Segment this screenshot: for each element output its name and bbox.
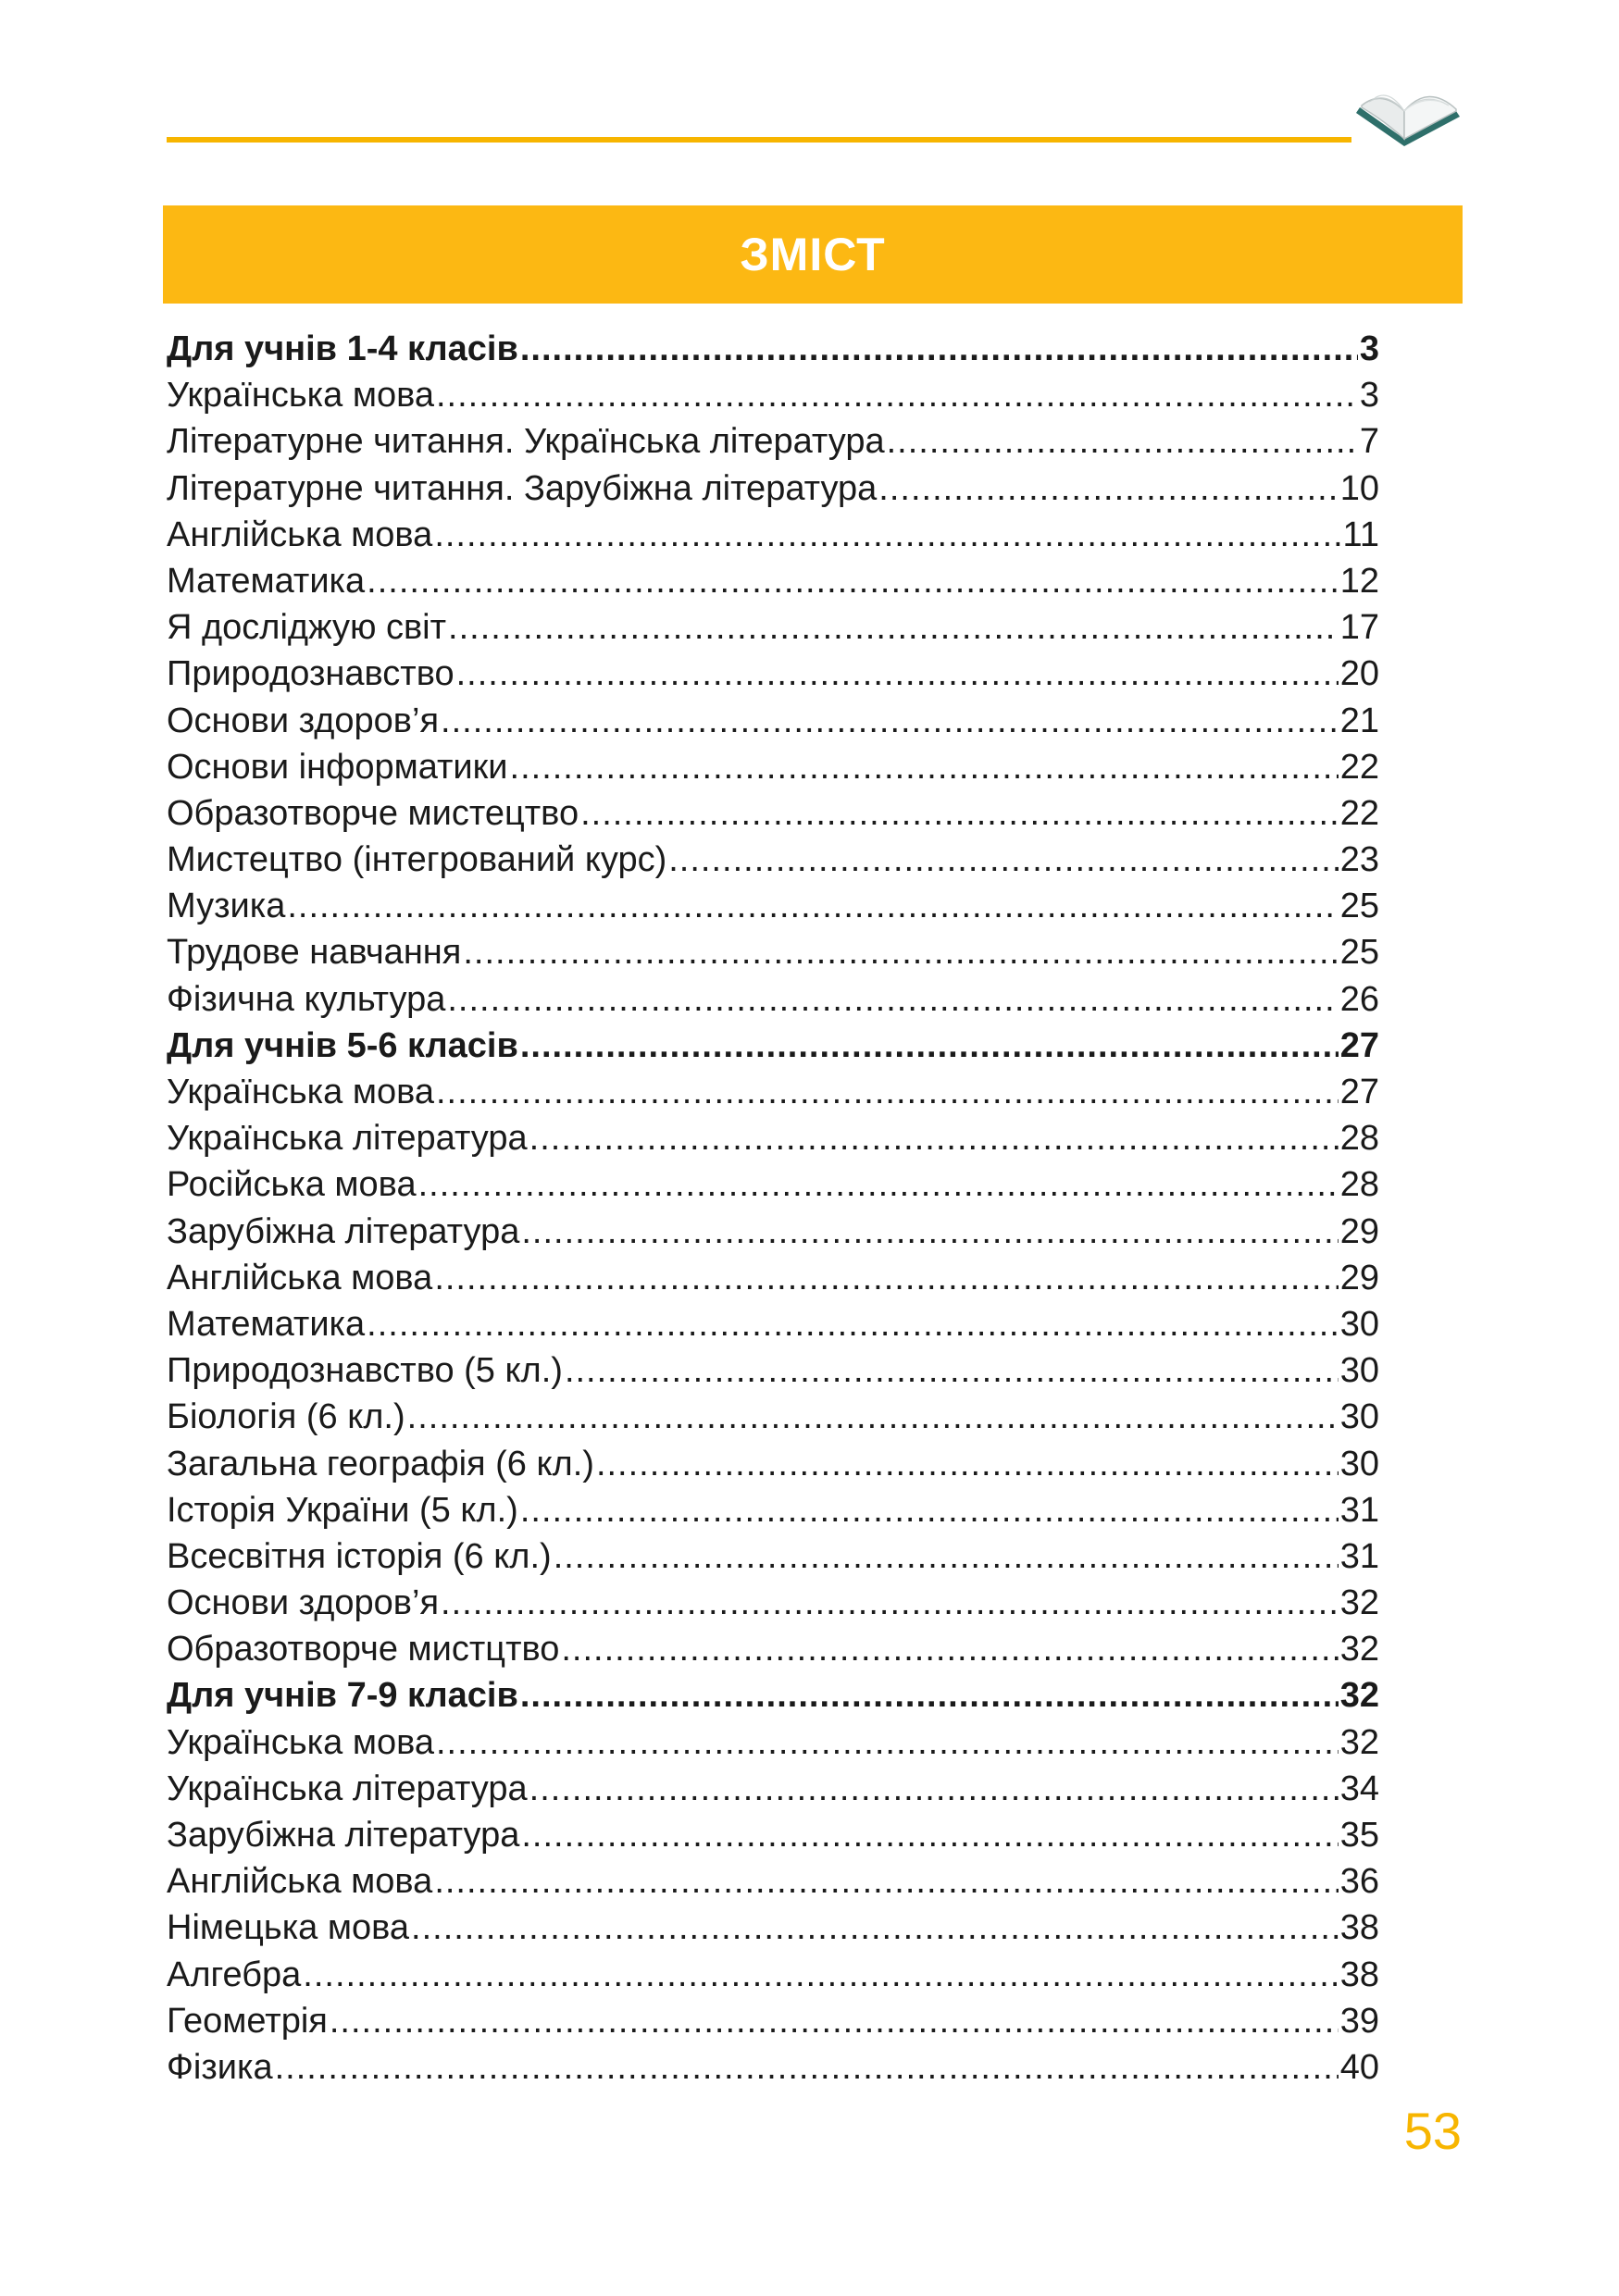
toc-section-heading: [167, 326, 1379, 372]
dot-leader: [434, 1858, 1338, 1905]
dot-leader: [520, 1023, 1339, 1069]
dot-leader: [434, 1255, 1338, 1301]
toc-entry: [167, 372, 1379, 418]
toc-entry-page: 30: [1339, 1444, 1379, 1483]
toc-entry-page: 40: [1339, 2047, 1379, 2087]
toc-entry-page: 31: [1339, 1490, 1379, 1530]
toc-entry-label: Англійська мова: [167, 515, 433, 554]
toc-entry-label: Англійська мова: [167, 1862, 433, 1902]
title-band: [163, 205, 1463, 304]
toc-entry-label: Біологія (6 кл.): [167, 1397, 405, 1437]
toc-entry: [167, 744, 1379, 790]
toc-entry-page: 38: [1339, 1955, 1379, 1994]
dot-leader: [521, 1209, 1338, 1255]
dot-leader: [580, 790, 1339, 837]
toc-entry: [167, 1812, 1379, 1858]
toc-entry-label: Основи здоров’я: [167, 1583, 440, 1623]
toc-entry-label: Всесвітня історія (6 кл.): [167, 1536, 552, 1576]
dot-leader: [668, 837, 1338, 883]
toc-entry-page: 17: [1339, 608, 1379, 648]
dot-leader: [878, 465, 1338, 512]
toc-entry: [167, 512, 1379, 558]
toc-entry-page: 22: [1339, 747, 1379, 787]
toc-entry: [167, 651, 1379, 697]
toc-entry-page: 32: [1339, 1583, 1379, 1623]
toc-entry: [167, 1115, 1379, 1161]
toc-entry: [167, 1347, 1379, 1394]
toc-entry-label: Фізика: [167, 2047, 273, 2087]
toc-entry-page: 25: [1339, 887, 1379, 926]
toc-entry: [167, 1580, 1379, 1626]
dot-leader: [521, 1812, 1338, 1858]
toc-entry-label: Загальна географія (6 кл.): [167, 1444, 594, 1483]
toc-entry: [167, 1441, 1379, 1487]
toc-entry: [167, 698, 1379, 744]
dot-leader: [367, 1301, 1339, 1347]
toc-entry-page: 32: [1339, 1630, 1379, 1669]
toc-entry: [167, 1209, 1379, 1255]
toc-entry-page: 27: [1339, 1025, 1379, 1065]
toc-entry-label: Історія України (5 кл.): [167, 1490, 518, 1530]
toc-entry-page: 30: [1339, 1304, 1379, 1344]
dot-leader: [441, 1580, 1339, 1626]
dot-leader: [596, 1441, 1339, 1487]
toc-entry-page: 32: [1339, 1676, 1379, 1716]
toc-entry: [167, 1301, 1379, 1347]
toc-entry: [167, 790, 1379, 837]
dot-leader: [554, 1533, 1339, 1580]
dot-leader: [434, 512, 1340, 558]
dot-leader: [407, 1394, 1339, 1440]
dot-leader: [520, 326, 1358, 372]
toc-entry-page: 26: [1339, 979, 1379, 1019]
page-number: 53: [1403, 2102, 1462, 2160]
toc-entry-page: 20: [1339, 654, 1379, 694]
toc-entry-page: 32: [1339, 1722, 1379, 1762]
toc-entry-label: Геометрія: [167, 2001, 328, 2041]
toc-entry-page: 28: [1339, 1165, 1379, 1205]
toc-entry: [167, 465, 1379, 512]
toc-entry-label: Математика: [167, 561, 366, 601]
dot-leader: [303, 1952, 1338, 1998]
dot-leader: [561, 1626, 1338, 1672]
toc-entry: [167, 883, 1379, 929]
toc-entry-label: Українська мова: [167, 1073, 434, 1111]
toc-entry: [167, 929, 1379, 975]
toc-entry-page: 3: [1359, 329, 1379, 368]
toc-entry-page: 34: [1339, 1769, 1379, 1808]
dot-leader: [510, 744, 1339, 790]
toc-entry-page: 7: [1359, 422, 1379, 462]
toc-entry: [167, 1069, 1379, 1115]
toc-entry-page: 29: [1339, 1211, 1379, 1251]
toc-entry-label: Літературне читання. Українська література: [167, 422, 885, 462]
toc-entry: [167, 1719, 1379, 1766]
toc-entry-page: 3: [1359, 376, 1379, 416]
toc-entry: [167, 1394, 1379, 1440]
dot-leader: [436, 1069, 1339, 1115]
toc-entry-label: Зарубіжна література: [167, 1211, 520, 1251]
toc-entry: [167, 1766, 1379, 1812]
toc-entry: [167, 604, 1379, 651]
toc-entry-page: 21: [1339, 701, 1379, 740]
toc-entry-page: 38: [1339, 1908, 1379, 1948]
dot-leader: [411, 1905, 1339, 1951]
toc-entry-page: 35: [1339, 1816, 1379, 1855]
toc-entry-page: 31: [1339, 1536, 1379, 1576]
toc-entry-label: Математика: [167, 1304, 366, 1344]
table-of-contents: [167, 326, 1379, 2091]
toc-section-heading: [167, 1023, 1379, 1069]
dot-leader: [887, 418, 1358, 465]
toc-entry-page: 30: [1339, 1397, 1379, 1437]
toc-entry-label: Літературне читання. Зарубіжна література: [167, 468, 878, 508]
toc-entry-label: Українська мова: [167, 1722, 434, 1762]
toc-entry-page: 36: [1339, 1862, 1379, 1902]
toc-entry-page: 12: [1339, 561, 1379, 601]
toc-entry-page: 25: [1339, 933, 1379, 973]
toc-entry-page: 23: [1339, 840, 1379, 880]
toc-entry-page: 10: [1339, 468, 1379, 508]
toc-entry-label: Для учнів 7-9 класів: [167, 1676, 518, 1716]
dot-leader: [436, 372, 1358, 418]
toc-entry: [167, 1905, 1379, 1951]
toc-entry-label: Англійська мова: [167, 1258, 433, 1297]
toc-entry-label: Музика: [167, 887, 286, 926]
toc-entry-label: Зарубіжна література: [167, 1816, 520, 1855]
toc-entry-label: Природознавство (5 кл.): [167, 1351, 563, 1391]
toc-entry-page: 11: [1342, 515, 1379, 554]
toc-entry-label: Фізична культура: [167, 979, 446, 1019]
toc-entry-page: 22: [1339, 793, 1379, 833]
toc-entry-label: Для учнів 1-4 класів: [167, 329, 518, 368]
toc-entry-label: Українська мова: [167, 376, 434, 416]
toc-section-heading: [167, 1672, 1379, 1719]
toc-entry: [167, 418, 1379, 465]
dot-leader: [463, 929, 1338, 975]
toc-entry: [167, 1161, 1379, 1208]
toc-entry-page: 28: [1339, 1119, 1379, 1159]
toc-entry: [167, 837, 1379, 883]
toc-entry: [167, 1255, 1379, 1301]
toc-entry-page: 29: [1339, 1258, 1379, 1297]
toc-entry-label: Українська література: [167, 1119, 528, 1159]
toc-entry-label: Образотворче мистецтво: [167, 793, 579, 833]
toc-entry: [167, 1626, 1379, 1672]
toc-entry: [167, 1487, 1379, 1533]
toc-entry-label: Природознавство: [167, 654, 455, 694]
toc-entry: [167, 2044, 1379, 2091]
dot-leader: [436, 1719, 1339, 1766]
toc-entry-page: 27: [1339, 1073, 1379, 1111]
toc-entry-label: Українська література: [167, 1769, 528, 1808]
dot-leader: [441, 698, 1339, 744]
toc-entry-page: 39: [1339, 2001, 1379, 2041]
toc-entry: [167, 1998, 1379, 2044]
toc-entry: [167, 976, 1379, 1023]
toc-entry-label: Образотворче мистцтво: [167, 1630, 560, 1669]
dot-leader: [448, 604, 1339, 651]
toc-entry: [167, 1858, 1379, 1905]
toc-entry: [167, 1952, 1379, 1998]
dot-leader: [529, 1115, 1339, 1161]
dot-leader: [418, 1161, 1339, 1208]
toc-entry: [167, 558, 1379, 604]
dot-leader: [565, 1347, 1339, 1394]
dot-leader: [520, 1672, 1339, 1719]
toc-entry-label: Російська мова: [167, 1165, 417, 1205]
dot-leader: [447, 976, 1338, 1023]
dot-leader: [287, 883, 1338, 929]
toc-entry-label: Трудове навчання: [167, 933, 462, 973]
dot-leader: [529, 1766, 1339, 1812]
dot-leader: [275, 2044, 1339, 2091]
dot-leader: [367, 558, 1339, 604]
toc-entry-label: Основи інформатики: [167, 747, 508, 787]
dot-leader: [330, 1998, 1339, 2044]
header-rule: [167, 137, 1351, 143]
toc-entry-label: Мистецтво (інтегрований курс): [167, 840, 667, 880]
toc-entry-label: Основи здоров’я: [167, 701, 440, 740]
open-book-icon: [1347, 74, 1467, 167]
toc-entry-label: Для учнів 5-6 класів: [167, 1025, 518, 1065]
toc-entry-label: Алгебра: [167, 1955, 302, 1994]
dot-leader: [520, 1487, 1339, 1533]
toc-entry-page: 30: [1339, 1351, 1379, 1391]
dot-leader: [456, 651, 1339, 697]
toc-entry-label: Я досліджую світ: [167, 608, 447, 648]
page-title: ЗМІСТ: [740, 229, 886, 280]
toc-entry-label: Німецька мова: [167, 1908, 410, 1948]
toc-entry: [167, 1533, 1379, 1580]
